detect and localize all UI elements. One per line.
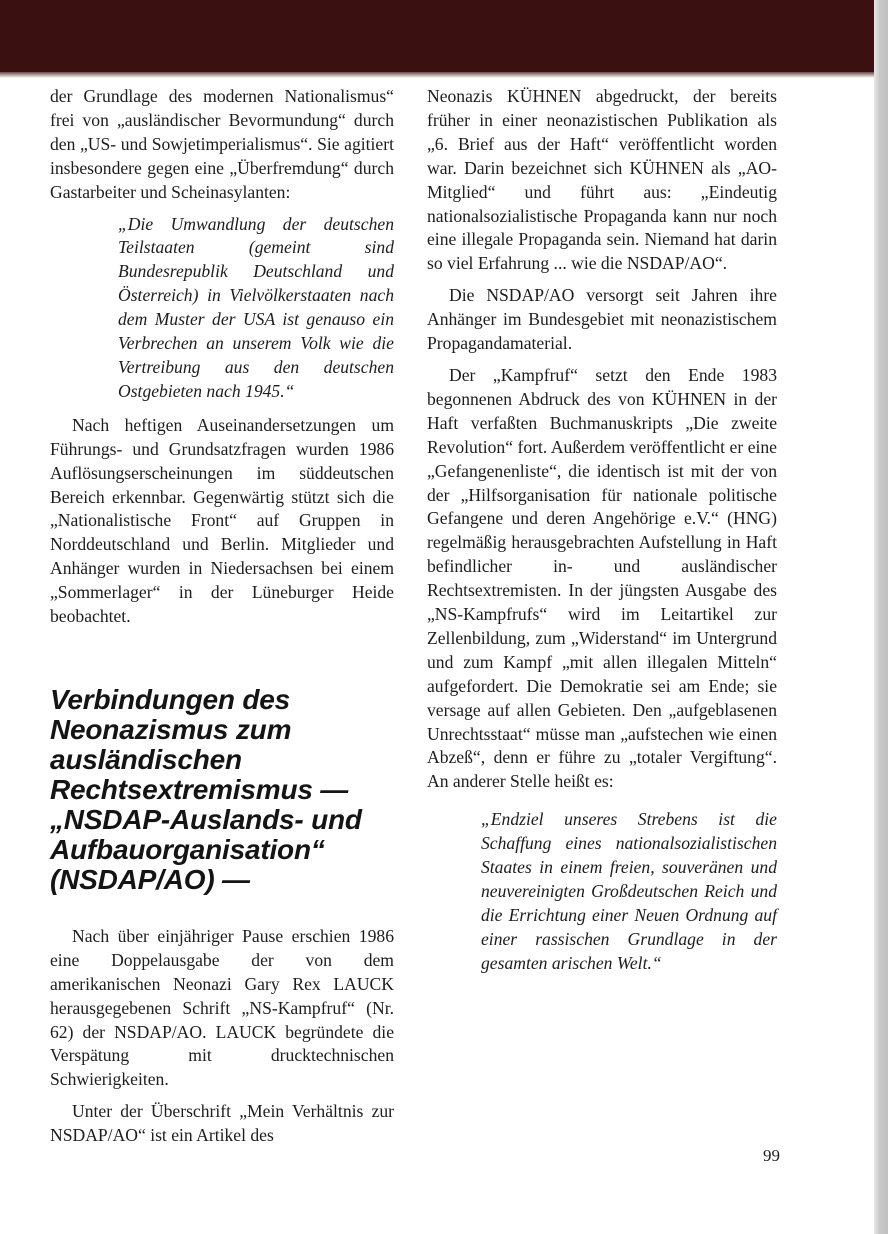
paragraph: Unter der Überschrift „Mein Verhältnis zur NSDAP/AO“ ist ein Artikel des	[50, 1101, 394, 1146]
left-column	[50, 85, 394, 1156]
paragraph: Nach über einjähriger Pause erschien 1986 eine Doppelausgabe der von dem amerikanischen Neonazi Gary Rex LAUCK herausgegebenen Schrift „NS-Kampfruf“ (Nr. 62) der NSDAP/AO. LAUCK begründete die Verspätung mit drucktechnischen Schwierigkeiten.	[50, 925, 394, 1090]
scan-page-edge	[874, 0, 888, 1234]
section-heading: Verbindungen des Neonazismus zum ausländischen Rechtsextremismus — „NSDAP-Auslands- und Aufbauorganisation“ (NSDAP/AO) —	[50, 683, 362, 895]
right-column	[427, 85, 777, 976]
paragraph: Nach heftigen Auseinandersetzungen um Führungs- und Grundsatzfragen wurden 1986 Auflösungserscheinungen im süddeutschen Bereich erkennbar. Gegenwärtig stützt sich die „Nationalistische Front“ auf Gruppen in Norddeutschland und Berlin. Mitglieder und Anhänger wurden in Niedersachsen bei einem „Sommerlager“ in der Lüneburger Heide beobachtet.	[50, 414, 394, 627]
paragraph: Der „Kampfruf“ setzt den Ende 1983 begonnenen Abdruck des von KÜHNEN in der Haft verfaßten Buchmanuskripts „Die zweite Revolution“ fort. Außerdem veröffentlicht er eine „Gefangenenliste“, die identisch ist mit der von der „Hilfsorganisation für nationale politische Gefangene und deren Angehörige e.V.“ (HNG) regelmäßig herausgebrachten Aufstellung in Haft befindlicher in- und ausländischer Rechtsextremisten. In der jüngsten Ausgabe des „NS-Kampfrufs“ wird im Leitartikel zur Zellenbildung, zum „Widerstand“ im Untergrund und zum Kampf „mit allen illegalen Mitteln“ aufgefordert. Die Demokratie sei am Ende; sie versage auf allen Gebieten. Den „aufgeblasenen Unrechtsstaat“ müsse man „aufstechen wie einen Abzeß“, denn er führe zu „totaler Vergiftung“. An anderer Stelle heißt es:	[427, 364, 777, 792]
scan-header-fade	[0, 72, 888, 78]
paragraph: der Grundlage des modernen Nationalismus“ frei von „ausländischer Bevormundung“ durch den „US- und Sowjetimperialismus“. Sie agitiert insbesondere gegen eine „Überfremdung“ durch Gastarbeiter und Scheinasylanten:	[50, 86, 394, 202]
paragraph: Die NSDAP/AO versorgt seit Jahren ihre Anhänger im Bundesgebiet mit neonazistischem Propagandamaterial.	[427, 285, 777, 354]
scan-header-band	[0, 0, 888, 72]
block-quote: „Die Umwandlung der deutschen Teilstaaten (gemeint sind Bundesrepublik Deutschland und Österreich) in Vielvölkerstaaten nach dem Muster der USA ist genauso ein Verbrechen an unserem Volk wie die Vertreibung aus den deutschen Ostgebieten nach 1945.“	[118, 213, 394, 401]
block-quote: „Endziel unseres Strebens ist die Schaffung eines nationalsozialistischen Staates in einem freien, souveränen und neuvereinigten Großdeutschen Reich und die Errichtung einer Neuen Ordnung auf einer rassischen Grundlage in der gesamten arischen Welt.“	[481, 809, 777, 973]
paragraph: Neonazis KÜHNEN abgedruckt, der bereits früher in einer neonazistischen Publikation als „6. Brief aus der Haft“ veröffentlicht worden war. Darin bezeichnet sich KÜHNEN als „AO-Mitglied“ und führt aus: „Eindeutig nationalsozialistische Propaganda kann nur noch eine illegale Propaganda sein. Niemand hat darin so viel Erfahrung ... wie die NSDAP/AO“.	[427, 86, 777, 274]
page-number: 99	[763, 1146, 780, 1165]
